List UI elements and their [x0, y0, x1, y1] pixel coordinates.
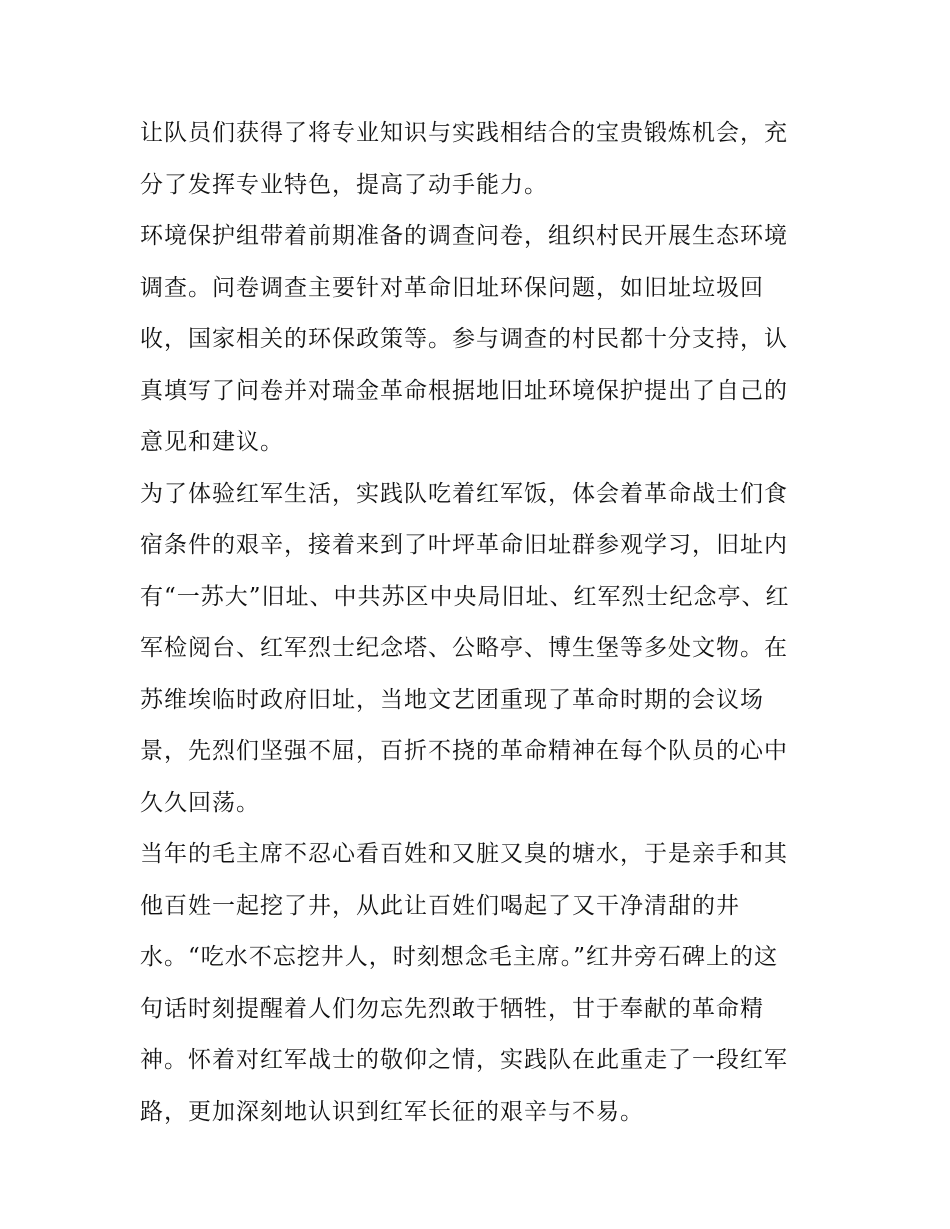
paragraph-line: 分了发挥专业特色，提高了动手能力。 — [140, 171, 548, 198]
paragraph-line: 收，国家相关的环保政策等。参与调查的村民都十分支持，认 — [140, 326, 788, 352]
paragraph-line: 路，更加深刻地认识到红军长征的艰辛与不易。 — [140, 1098, 644, 1125]
paragraph-line: 真填写了问卷并对瑞金革命根据地旧址环境保护提出了自己的 — [140, 377, 788, 404]
paragraph-line: 军检阅台、红军烈士纪念塔、公略亭、博生堡等多处文物。在 — [140, 635, 788, 661]
paragraph-line: 为了体验红军生活，实践队吃着红军饭，体会着革命战士们食 — [140, 480, 788, 507]
paragraph-1 — [140, 108, 820, 211]
paragraph-line: 有“一苏大”旧址、中共苏区中央局旧址、红军烈士纪念亭、红 — [140, 583, 790, 610]
paragraph-3 — [140, 469, 820, 830]
paragraph-4 — [140, 829, 820, 1138]
paragraph-line: 景，先烈们坚强不屈，百折不挠的革命精神在每个队员的心中 — [140, 738, 788, 764]
paragraph-line: 苏维埃临时政府旧址，当地文艺团重现了革命时期的会议场 — [140, 686, 764, 713]
paragraph-line: 神。怀着对红军战士的敬仰之情，实践队在此重走了一段红军 — [140, 1047, 788, 1073]
paragraph-line: 让队员们获得了将专业知识与实践相结合的宝贵锻炼机会，充 — [140, 120, 788, 146]
document-body — [140, 108, 820, 1138]
paragraph-line: 水。“吃水不忘挖井人，时刻想念毛主席。”红井旁石碑上的这 — [140, 944, 779, 970]
paragraph-line: 他百姓一起挖了井，从此让百姓们喝起了又干净清甜的井 — [140, 892, 740, 919]
paragraph-line: 意见和建议。 — [140, 429, 284, 455]
paragraph-line: 环境保护组带着前期准备的调查问卷，组织村民开展生态环境 — [140, 223, 788, 249]
paragraph-2 — [140, 211, 820, 469]
paragraph-line: 久久回荡。 — [140, 789, 260, 816]
paragraph-line: 当年的毛主席不忍心看百姓和又脏又臭的塘水，于是亲手和其 — [140, 841, 788, 867]
paragraph-line: 句话时刻提醒着人们勿忘先烈敢于牺牲，甘于奉献的革命精 — [140, 995, 764, 1022]
paragraph-line: 宿条件的艰辛，接着来到了叶坪革命旧址群参观学习，旧址内 — [140, 532, 788, 558]
paragraph-line: 调查。问卷调查主要针对革命旧址环保问题，如旧址垃圾回 — [140, 274, 764, 301]
